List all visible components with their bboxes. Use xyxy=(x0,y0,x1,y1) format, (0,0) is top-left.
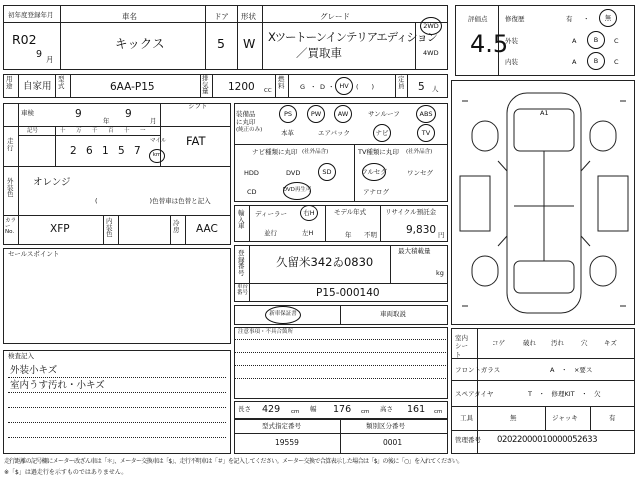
interior-b-circle: B xyxy=(587,52,605,70)
mileage-digit: 5 xyxy=(118,145,125,157)
inspector-line: 外装小キズ xyxy=(10,365,58,376)
designation-label: 型式指定番号 xyxy=(262,422,301,430)
fuel-hv-circle: HV xyxy=(335,77,353,95)
import-label: 輸入車 xyxy=(238,209,245,230)
score: 4.5 xyxy=(470,30,509,58)
navi-dvd-circle: DVD再生可 xyxy=(283,182,311,200)
km-circle: km xyxy=(149,149,165,163)
score-label: 評価点 xyxy=(468,15,488,23)
mileage-digit: 6 xyxy=(86,145,93,157)
displacement: 1200 xyxy=(228,81,255,93)
navi-label: ナビ種類に丸印 xyxy=(252,148,298,156)
color-label: 外装色 xyxy=(7,177,14,198)
jack-label: ジャッキ xyxy=(552,414,578,422)
exterior-b-circle: B xyxy=(587,31,605,49)
mgmt-value: 0202200001000005263​3 xyxy=(497,435,598,445)
warranty-circle: 新車保証書 xyxy=(265,306,301,324)
mileage-digit: 1 xyxy=(102,145,109,157)
equip-tv-circle: TV xyxy=(417,124,435,142)
cooler: AAC xyxy=(196,223,218,235)
equip-navi-circle: ナビ xyxy=(373,124,391,142)
class-value: 0001 xyxy=(383,438,403,447)
drive-2wd-circle: 2WD xyxy=(420,17,442,35)
displacement-label: 排気量 xyxy=(202,74,209,95)
car-name-label: 車名 xyxy=(122,12,137,21)
navi-sd-circle: SD xyxy=(318,163,336,181)
footer-note: 走行距離の記号欄にメーター改ざん車は「＊」、メーター交換車は「$」、走行不明車は「＃」を記入してください。メーター交換で合算表示した場合は「$」の後に「○」を入れてください。 xyxy=(4,458,463,465)
max-load-label: 最大積載量 xyxy=(398,247,431,255)
first-reg-era: R02 xyxy=(12,32,37,47)
inspection-year: 9 xyxy=(75,108,82,120)
door-label: ドア xyxy=(214,12,229,21)
model-label: 型式 xyxy=(58,75,65,90)
color-note: ( )色替車は色替と記入 xyxy=(95,197,211,205)
rain-yes: 有 xyxy=(566,15,573,23)
inspection-label: 車検 xyxy=(21,109,34,117)
rain-none-circle: 無 xyxy=(599,9,617,27)
registration-value: 久留米342ゐ0830 xyxy=(276,255,374,269)
recycle-label: リサイクル預託金 xyxy=(385,208,437,216)
mileage-label: 走行 xyxy=(7,137,14,152)
shift-label: シフト xyxy=(188,102,208,110)
spare-label: スペアタイヤ xyxy=(455,390,494,398)
designation-value: 19559 xyxy=(275,438,299,447)
chassis-label: 車台番号 xyxy=(237,284,249,296)
mileage-digit: 2 xyxy=(70,145,77,157)
car-name: キックス xyxy=(115,36,165,51)
drive-4wd: 4WD xyxy=(423,49,439,57)
color-no: XFP xyxy=(50,223,70,235)
mgmt-label: 管理番号 xyxy=(455,436,481,444)
equip-ps-circle: PS xyxy=(279,105,297,123)
exterior-label: 外装 xyxy=(505,37,518,45)
equip-pw-circle: PW xyxy=(307,105,325,123)
equip-aw-circle: AW xyxy=(334,105,352,123)
first-reg-month: 9 xyxy=(36,49,43,60)
equipment-label: 装備品に丸印 xyxy=(236,110,256,126)
car-diagram xyxy=(451,80,635,325)
shift-value: FAT xyxy=(186,134,206,148)
rain-label: 修復歴 xyxy=(505,15,525,23)
interior-state-label: 室内シート xyxy=(455,334,468,359)
front-glass-label: フロントガラス xyxy=(455,366,501,374)
tools-label: 工具 xyxy=(460,414,473,422)
usage-label: 用途 xyxy=(6,75,13,90)
length: 429 xyxy=(262,404,281,415)
month-unit: 月 xyxy=(46,55,54,64)
interior-label: 内装 xyxy=(505,58,518,66)
diagram-a1: A1 xyxy=(540,109,549,117)
grade-label: グレード xyxy=(320,12,350,21)
tv-label: TV種類に丸印 xyxy=(358,148,399,156)
recycle-value: 9,830 xyxy=(406,224,437,236)
color-value: オレンジ xyxy=(33,177,71,188)
first-reg-label: 初年度登録年月 xyxy=(8,11,54,19)
chassis-value: P15-000140 xyxy=(316,287,380,299)
class-label: 類別区分番号 xyxy=(366,422,405,430)
inspector-line: 室内うす汚れ・小キズ xyxy=(10,380,105,391)
handle-right-circle: 右H xyxy=(300,205,318,221)
equip-abs-circle: ABS xyxy=(416,105,436,123)
shape-label: 形状 xyxy=(241,12,256,21)
doors: 5 xyxy=(217,36,225,51)
grade-line1: Xツートーンインテリアエディション xyxy=(268,30,437,44)
inspector-label: 検査記入 xyxy=(8,352,34,360)
width: 176 xyxy=(333,404,352,415)
tv-fullseg-circle: フルセグ xyxy=(362,163,386,181)
capacity: 5 xyxy=(418,81,425,93)
notes-label: 注意事項・不具合箇所 xyxy=(238,329,294,335)
inspection-month: 9 xyxy=(125,108,132,120)
registration-label: 登録番号 xyxy=(238,249,245,277)
model: 6AA-P15 xyxy=(110,81,155,93)
model-year-label: モデル年式 xyxy=(334,208,367,216)
shape: W xyxy=(243,36,256,51)
grade-line2: ／買取車 xyxy=(296,46,342,60)
footer-note2: ※「$」は過走行を示すものではありません。 xyxy=(4,469,128,476)
mileage-digit: 7 xyxy=(134,145,141,157)
fuel-label: 燃料 xyxy=(278,75,285,90)
color-no-label: カラーNo. xyxy=(5,218,17,235)
usage: 自家用 xyxy=(23,81,52,92)
sales-point-label: セールスポイント xyxy=(8,250,60,258)
capacity-label: 定員 xyxy=(398,75,405,90)
car-outline-icon xyxy=(452,81,636,326)
height: 161 xyxy=(407,404,426,415)
